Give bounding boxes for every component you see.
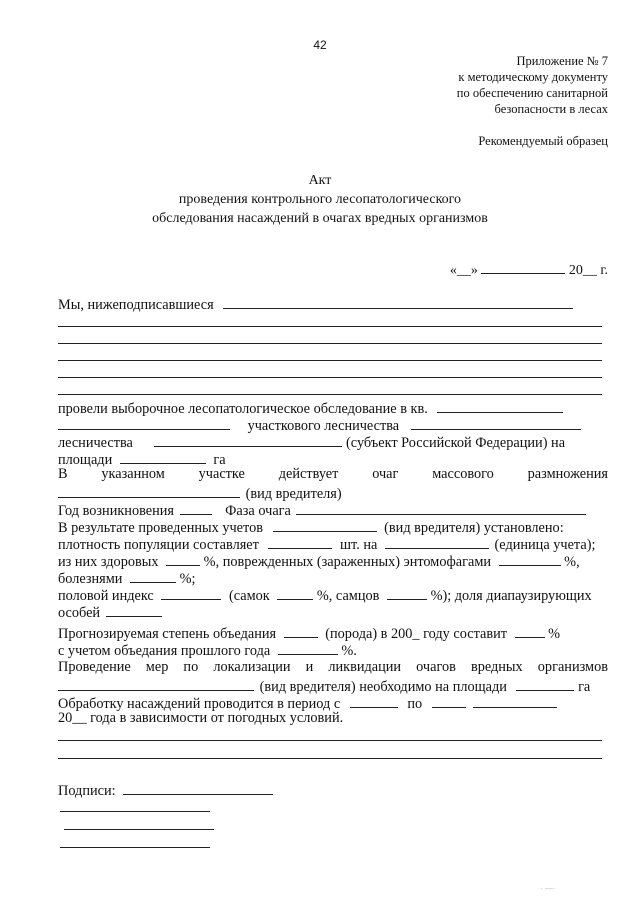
subject-text: (субъект Российской Федерации) на <box>346 435 566 451</box>
day-field: «__» <box>449 263 478 278</box>
blank-line <box>58 394 602 395</box>
word: локализации <box>213 659 291 675</box>
signatures-label: Подписи: <box>58 783 116 799</box>
district-blank <box>58 415 230 430</box>
word: участке <box>198 466 245 482</box>
pest-required-blank <box>58 676 254 691</box>
pest-blank <box>58 483 240 498</box>
males-text: %, самцов <box>316 588 380 604</box>
word: организмов <box>537 659 608 675</box>
damaged-text: %, поврежденных (зараженных) энтомофагами <box>203 554 492 570</box>
blank-line <box>58 326 602 327</box>
phase-text: Фаза очага <box>225 503 291 519</box>
females-blank <box>277 585 313 600</box>
diapause-text: %); доля диапаузирующих <box>430 588 592 604</box>
treatment-from-blank <box>350 693 398 708</box>
signatories-label <box>58 294 573 314</box>
measures-line <box>58 659 608 676</box>
pcs-per-text: шт. на <box>340 537 378 553</box>
recommended-sample-label: Рекомендуемый образец <box>478 134 608 148</box>
word: массового <box>432 466 494 482</box>
word: вредных <box>470 659 523 675</box>
year-field: 20__ г. <box>568 263 608 278</box>
signature-line <box>60 847 210 848</box>
forecast-blank <box>515 623 545 638</box>
healthy-blank <box>166 551 200 566</box>
density-blank <box>268 534 332 549</box>
sex-index-text: половой индекс <box>58 588 154 604</box>
blank-line <box>58 740 602 741</box>
blank-line <box>58 758 602 759</box>
signature-blank <box>123 780 273 795</box>
appendix-line: Приложение № 7 <box>516 54 608 68</box>
word: размножения <box>527 466 608 482</box>
forestry-blank <box>154 432 342 447</box>
phase-blank <box>296 500 586 515</box>
percent-text: %; <box>179 571 196 587</box>
last-year-blank <box>278 640 338 655</box>
signatories-text: Мы, нижеподписавшиеся <box>58 297 214 313</box>
word: и <box>305 659 314 675</box>
word: ликвидации <box>328 659 402 675</box>
survey-text: провели выборочное лесопатологическое обследование в кв. <box>58 401 428 417</box>
density-text: плотность популяции составляет <box>58 537 259 553</box>
signature-line <box>60 811 210 812</box>
percent-text: %, <box>564 554 580 570</box>
appendix-line: к методическому документу <box>458 70 608 84</box>
last-year-line <box>58 640 357 660</box>
document-title: Акт <box>308 173 332 188</box>
year-of-origin-blank <box>180 500 212 515</box>
breed-year-text: (порода) в 200_ году составит <box>325 626 507 642</box>
year-of-origin-text: Год возникновения <box>58 503 174 519</box>
unit-blank <box>385 534 489 549</box>
date-field <box>450 259 608 279</box>
appendix-line: безопасности в лесах <box>494 102 608 116</box>
document-subtitle: проведения контрольного лесопатологического <box>178 192 462 207</box>
unit-text: (единица учета); <box>494 537 596 553</box>
individuals-text: особей <box>58 605 101 621</box>
percent-text: % <box>548 626 561 642</box>
diseases-blank <box>130 568 176 583</box>
sex-index-blank <box>161 585 221 600</box>
pest-type-text: (вид вредителя) <box>245 486 342 502</box>
in-plot-line <box>58 466 608 483</box>
blank-line <box>58 377 602 378</box>
year-weather-line <box>58 710 343 727</box>
document-subtitle: обследования насаждений в очагах вредных организмов <box>152 211 488 226</box>
ha-unit: га <box>578 679 591 695</box>
word: Проведение <box>58 659 131 675</box>
forestry-text: лесничества <box>58 435 133 451</box>
required-area-blank <box>516 676 574 691</box>
individuals-line <box>58 602 162 622</box>
pest-required-text: (вид вредителя) необходимо на площади <box>259 679 507 695</box>
treatment-to-blank <box>432 693 466 708</box>
appendix-line: по обеспечению санитарной <box>456 86 608 100</box>
treatment-to-blank <box>473 693 557 708</box>
forecast-text: Прогнозируемая степень объедания <box>58 626 277 642</box>
breed-blank <box>284 623 318 638</box>
appendix-header <box>348 53 608 117</box>
quarter-blank <box>437 398 563 413</box>
district-forestry-blank <box>411 415 581 430</box>
treatment-text: Обработку насаждений проводится в период с <box>58 696 341 712</box>
males-blank <box>387 585 427 600</box>
page-number: 42 <box>313 38 327 52</box>
word: по <box>183 659 199 675</box>
word: действует <box>278 466 339 482</box>
signature-line <box>64 829 214 830</box>
results-text: В результате проведенных учетов <box>58 520 263 536</box>
word: очаг <box>372 466 399 482</box>
district-forestry-text: участкового лесничества <box>247 418 400 434</box>
healthy-text: из них здоровых <box>58 554 159 570</box>
ha-unit: га <box>213 452 226 468</box>
damaged-blank <box>499 551 561 566</box>
females-text: (самок <box>228 588 270 604</box>
blank-line <box>58 360 602 361</box>
results-blank <box>273 517 377 532</box>
scan-artifact: · —· <box>540 884 556 893</box>
pest-established-text: (вид вредителя) установлено: <box>384 520 564 536</box>
last-year-text: с учетом объедания прошлого года <box>58 643 271 659</box>
percent-text: %. <box>341 643 357 659</box>
diseases-text: болезнями <box>58 571 123 587</box>
signatories-blank <box>223 294 573 309</box>
area-text: площади <box>58 452 113 468</box>
word: В <box>58 466 68 482</box>
month-blank <box>481 259 565 274</box>
year-weather-text: 20__ года в зависимости от погодных условий. <box>58 710 344 726</box>
word: указанном <box>101 466 165 482</box>
individuals-blank <box>106 602 162 617</box>
word: очагов <box>416 659 456 675</box>
word: мер <box>145 659 169 675</box>
signatures-line <box>58 780 273 800</box>
blank-line <box>58 343 602 344</box>
area-blank <box>120 449 206 464</box>
to-text: по <box>407 696 423 712</box>
